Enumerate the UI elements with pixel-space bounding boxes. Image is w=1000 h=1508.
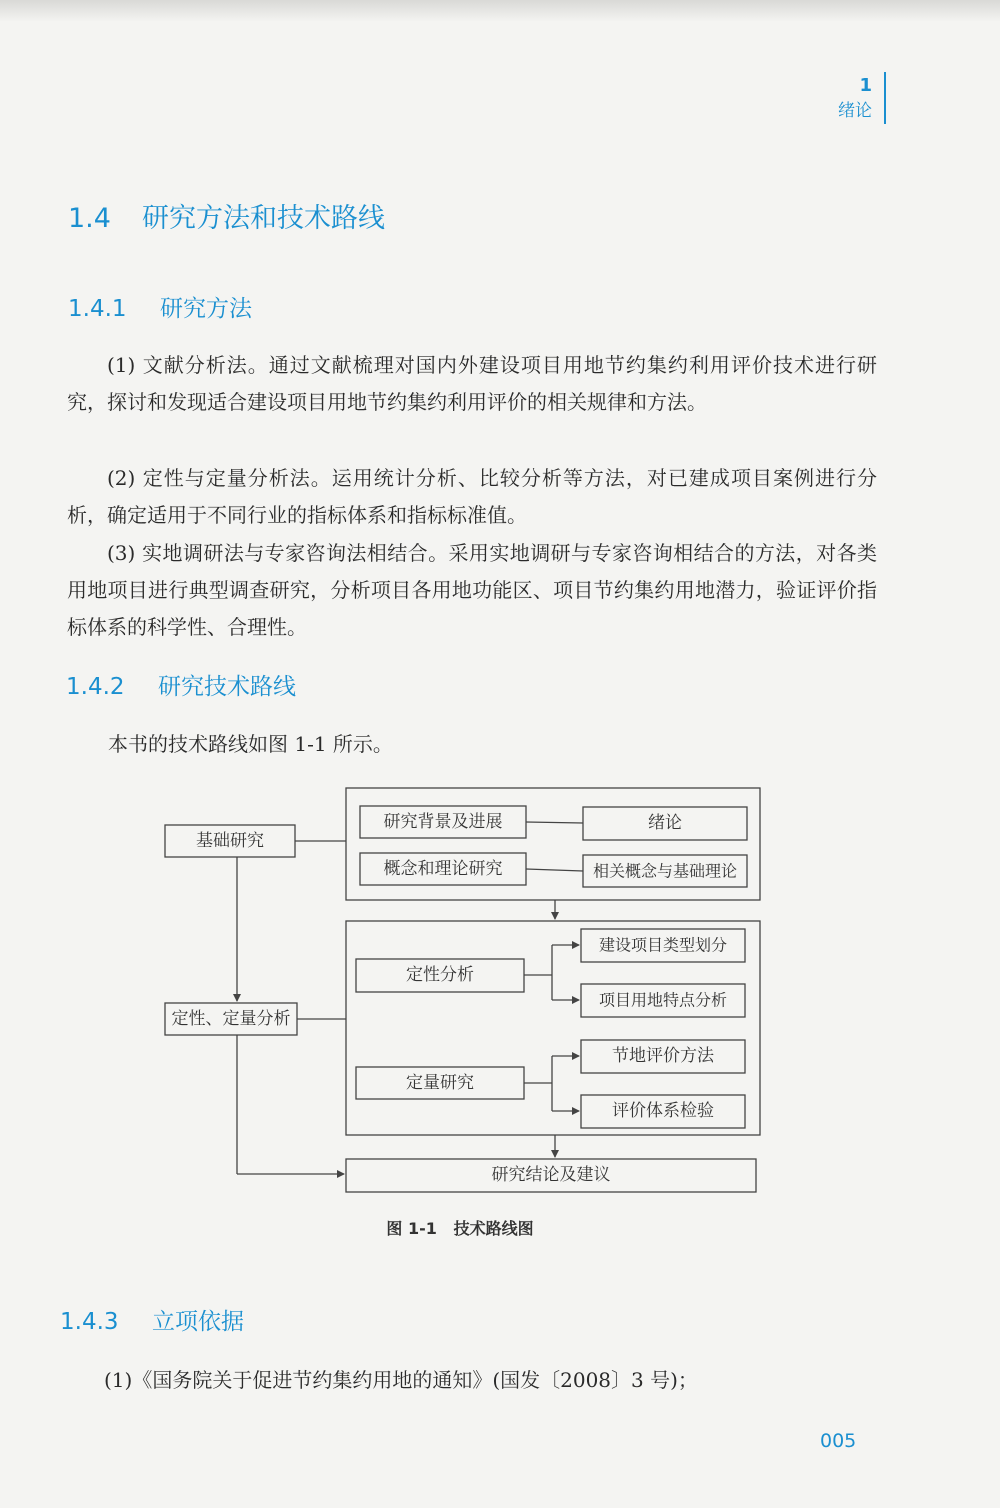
basic-research-group-frame (346, 788, 760, 900)
qualitative-label: 定性分析 (406, 965, 474, 985)
figure-intro-text: 本书的技术路线如图 1-1 所示。 (108, 732, 393, 756)
paragraph-method-2: (2) 定性与定量分析法。运用统计分析、比较分析等方法，对已建成项目案例进行分析，确定适用于不同行业的指标体系和指标标准值。 (67, 466, 877, 527)
basic-research-label: 基础研究 (196, 831, 264, 851)
land-features-label: 项目用地特点分析 (598, 990, 728, 1010)
basis-item-1: (1)《国务院关于促进节约集约用地的通知》(国发〔2008〕3 号)； (104, 1368, 698, 1392)
chapter-number: 1 (859, 75, 872, 96)
section-heading-1-4-1 (68, 290, 252, 323)
page-top-shadow (0, 0, 1000, 22)
running-header (838, 74, 872, 124)
related-concepts-label: 相关概念与基础理论 (592, 861, 738, 881)
figure-title: 技术路线图 (453, 1219, 534, 1238)
eval-methods-label: 节地评价方法 (612, 1046, 714, 1066)
section-title: 研究技术路线 (158, 674, 296, 700)
connector (526, 822, 583, 823)
page-number: 005 (820, 1430, 857, 1452)
system-test-label: 评价体系检验 (612, 1101, 714, 1121)
header-rule (884, 72, 886, 124)
conclusion-label: 研究结论及建议 (491, 1165, 611, 1185)
chapter-title: 绪论 (838, 101, 872, 121)
section-heading-1-4-2 (66, 668, 296, 701)
connector (526, 869, 583, 871)
concept-theory-label: 概念和理论研究 (383, 859, 503, 879)
section-number: 1.4 (68, 203, 111, 234)
section-number: 1.4.2 (66, 674, 125, 700)
project-types-label: 建设项目类型划分 (598, 935, 728, 955)
paragraph-method-3: (3) 实地调研法与专家咨询法相结合。采用实地调研与专家咨询相结合的方法，对各类用地项目进行典型调查研究，分析项目各用地功能区、项目节约集约用地潜力，验证评价指标体系的科学性、合理性。 (67, 541, 877, 639)
section-number: 1.4.3 (60, 1309, 119, 1335)
quantitative-label: 定量研究 (406, 1073, 474, 1093)
technical-route-diagram (150, 778, 770, 1198)
paragraph-method-1: (1) 文献分析法。通过文献梳理对国内外建设项目用地节约集约利用评价技术进行研究，探讨和发现适合建设项目用地节约集约利用评价的相关规律和方法。 (67, 353, 877, 414)
background-label: 研究背景及进展 (383, 812, 503, 832)
qual-quant-label: 定性、定量分析 (171, 1009, 291, 1029)
section-number: 1.4.1 (68, 296, 127, 322)
introduction-label: 绪论 (648, 813, 682, 833)
section-title: 研究方法 (160, 296, 252, 322)
section-title: 研究方法和技术路线 (142, 203, 385, 234)
section-heading-1-4-3 (60, 1303, 244, 1336)
section-title: 立项依据 (152, 1309, 244, 1335)
figure-number: 图 1-1 (386, 1219, 437, 1238)
figure-caption (0, 1216, 920, 1239)
section-heading-1-4 (68, 196, 385, 235)
